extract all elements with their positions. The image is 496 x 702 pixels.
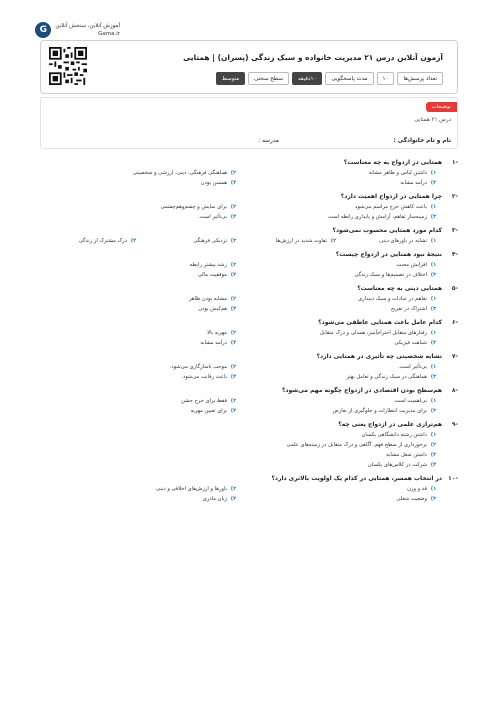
answer-option[interactable] [40,294,240,304]
answer-option[interactable] [240,294,440,304]
question-item [40,352,458,382]
options-group [40,396,458,416]
option-text: قد و وزن [407,486,427,492]
brand-site: Gama.ir [98,31,120,37]
question-header [40,474,458,484]
question-item [40,226,458,246]
option-text: مهریه بالا [207,330,227,336]
option-number: ۲) [230,486,237,492]
answer-option[interactable] [40,212,240,222]
options-group [40,328,458,348]
exam-info-cell: ۱۰ [377,72,395,85]
question-number: -۹ [451,421,458,428]
option-number: ۳) [430,408,437,414]
option-number: ۱) [430,364,437,370]
answer-option[interactable] [240,406,440,416]
option-number: ۲) [230,170,237,176]
options-group [40,484,458,504]
options-group [40,362,458,382]
answer-option[interactable] [40,406,240,416]
option-number: ۱) [430,398,437,404]
option-number: ۲) [230,398,237,404]
question-text: نتیجهٔ نبود همتایی در ازدواج چیست؟ [335,251,442,258]
answer-option[interactable] [40,338,240,348]
answer-option[interactable] [40,450,440,460]
option-text: شباهت فیزیکی [394,340,427,346]
question-header [40,386,458,396]
question-header [40,226,458,236]
option-number: ۲) [430,442,437,448]
question-number: -۵ [451,285,458,292]
answer-option[interactable] [40,178,240,188]
qr-code-icon [49,47,87,85]
option-text: برای تعیین مهریه [190,408,227,414]
answer-option[interactable] [40,430,440,440]
option-number: ۴) [230,374,237,380]
option-text: افزایش محبت [396,262,427,268]
answer-option[interactable] [240,212,440,222]
option-number: ۳) [430,452,437,458]
option-text: باعث کاهش خرج مراسم می‌شود [355,204,427,210]
question-item [40,474,458,504]
option-text: باورها و ارزش‌های اخلاقی و دینی [156,486,227,492]
question-header [40,420,458,430]
option-text: داشتن رشته دانشگاهی یکسان [361,432,427,438]
option-text: داشتن لباس و ظاهر مشابه [368,170,427,176]
option-text: درآمد مشابه [200,340,227,346]
answer-option[interactable] [240,484,440,494]
question-number: -۸ [451,387,458,394]
question-header [40,318,458,328]
option-number: ۳) [430,340,437,346]
intro-text: درس ۲۱ همتایی [414,117,451,123]
answer-option[interactable] [240,168,440,178]
option-text: اشتراک در تفریح [390,306,427,312]
question-text: کدام مورد همتایی محسوب نمی‌شود؟ [332,227,442,234]
option-text: اختلاف در تصمیم‌ها و سبک زندگی [354,272,427,278]
answer-option[interactable] [40,494,240,504]
question-item [40,158,458,188]
option-text: داشتن شغل مشابه [386,452,427,458]
option-text: درآمد مشابه [400,180,427,186]
option-number: ۱) [430,330,437,336]
option-text: باعث رقابت می‌شود. [181,374,227,380]
question-number: -۳ [451,227,458,234]
option-number: ۴) [230,306,237,312]
question-number: -۶ [451,319,458,326]
option-text: شرکت در کلاس‌های یکسان [367,462,427,468]
option-text: همسن بودن [200,180,227,186]
answer-option[interactable] [240,260,440,270]
option-number: ۳) [430,374,437,380]
question-header [40,158,458,168]
question-number: -۱ [451,159,458,166]
answer-option[interactable] [40,396,240,406]
exam-info-cell: مدت پاسخگویی [325,72,373,85]
answer-option[interactable] [340,236,440,246]
option-number: ۳) [430,306,437,312]
option-number: ۴) [230,272,237,278]
question-text: چرا همتایی در ازدواج اهمیت دارد؟ [340,193,442,200]
option-number: ۳) [430,214,437,220]
option-text: موفقیت مالی [197,272,227,278]
answer-option[interactable] [40,270,240,280]
option-number: ۱) [430,204,437,210]
answer-option[interactable] [240,270,440,280]
options-group [40,202,458,222]
question-text: هم‌ترازی علمی در ازدواج یعنی چه؟ [338,421,442,428]
question-item [40,420,458,470]
brand-logo [35,22,120,38]
option-number: ۴) [230,180,237,186]
answer-option[interactable] [240,494,440,504]
option-text: تفاهم در عبادات و سبک دینداری [358,296,427,302]
option-text: مشابه بودن ظاهر [188,296,227,302]
option-text: فقط برای خرج جشن [181,398,227,404]
option-text: بی‌اهمیت است. [393,398,427,404]
option-text: تفاوت شدید در ارزش‌ها [275,238,327,244]
option-number: ۳) [230,238,237,244]
question-header [40,192,458,202]
option-number: ۱) [430,170,437,176]
question-text: کدام عامل باعث همتایی عاطفی می‌شود؟ [318,319,442,326]
option-text: نزدیکی فرهنگی [193,238,227,244]
option-number: ۴) [230,408,237,414]
option-text: هماهنگی در سبک زندگی و تعامل بهتر [346,374,427,380]
option-text: رشد بیشتر رابطه [189,262,227,268]
question-header [40,250,458,260]
exam-info-row [216,72,443,85]
answer-option[interactable] [40,460,440,470]
option-number: ۲) [230,296,237,302]
answer-option[interactable] [40,484,240,494]
option-number: ۲) [230,262,237,268]
options-group [40,168,458,188]
question-text: همتایی در ازدواج به چه معناست؟ [343,159,442,166]
answer-option[interactable] [240,202,440,212]
exam-title: آزمون آنلاین درس ۲۱ مدیریت خانواده و سبک زندگی (پسران) | همتایی [183,53,443,62]
answer-option[interactable] [140,236,240,246]
option-number: ۴) [230,340,237,346]
option-number: ۳) [430,272,437,278]
option-number: ۲) [330,238,337,244]
option-text: تشابه در باورهای دینی [379,238,427,244]
option-text: هماهنگی فرهنگی، دینی، ارزشی و شخصیتی [132,170,227,176]
answer-option[interactable] [40,168,240,178]
options-group [40,236,458,246]
answer-option[interactable] [240,362,440,372]
option-text: برای نمایش و چشم‌وهم‌چشمی [160,204,227,210]
answer-option[interactable] [240,338,440,348]
question-number: -۴ [451,251,458,258]
intro-section [40,97,458,149]
option-text: وضعیت شغلی [396,496,427,502]
option-text: بی‌تأثیر است. [398,364,427,370]
option-number: ۱) [430,238,437,244]
option-number: ۱) [430,486,437,492]
answer-option[interactable] [40,304,240,314]
answer-option[interactable] [240,328,440,338]
brand-tagline: آموزش آنلاین، سنجش آنلاین [55,23,120,29]
answer-option[interactable] [40,362,240,372]
option-number: ۱) [430,296,437,302]
exam-info-cell: متوسط [216,72,245,85]
option-number: ۴) [230,496,237,502]
question-item [40,284,458,314]
answer-option[interactable] [240,178,440,188]
exam-header [40,40,458,94]
options-group [40,294,458,314]
answer-option[interactable] [240,372,440,382]
answer-option[interactable] [40,202,240,212]
description-badge: توضیحات [426,102,457,112]
answer-option[interactable] [240,396,440,406]
option-text: موجب ناسازگاری می‌شود. [169,364,227,370]
option-text: رفتارهای متقابل احترام‌آمیز، همدلی و درک متقابل [319,330,427,336]
question-number: -۲ [451,193,458,200]
question-header [40,284,458,294]
option-number: ۱) [430,262,437,268]
option-number: ۴) [430,462,437,468]
question-text: همتایی دینی به چه معناست؟ [357,285,442,292]
option-number: ۴) [230,214,237,220]
question-item [40,318,458,348]
student-name-label: نام و نام خانوادگی : [393,138,451,144]
option-number: ۲) [230,204,237,210]
answer-option[interactable] [40,440,440,450]
question-header [40,352,458,362]
question-item [40,386,458,416]
exam-info-cell: ۱۰دقیقه [292,72,322,85]
question-item [40,250,458,280]
option-number: ۳) [430,180,437,186]
exam-info-cell: سطح سختی [248,72,289,85]
answer-option[interactable] [240,304,440,314]
gama-logo-icon: G [35,22,51,38]
question-number: -۷ [451,353,458,360]
option-text: بی‌تأثیر است. [198,214,227,220]
answer-option[interactable] [40,328,240,338]
question-text: هم‌سطح بودن اقتصادی در ازدواج چگونه مهم می‌شود؟ [281,387,442,394]
option-number: ۴) [130,238,137,244]
exam-info-cell: تعداد پرسش‌ها [397,72,443,85]
question-text: تشابه شخصیتی چه تأثیری در همتایی دارد؟ [316,353,442,360]
school-label: مدرسه : [258,138,279,144]
question-text: در انتخاب همسر، همتایی در کدام یک اولویت بالاتری دارد؟ [271,475,442,482]
question-list [40,158,458,508]
answer-option[interactable] [240,236,340,246]
option-number: ۳) [430,496,437,502]
question-number: -۱۰ [448,475,458,482]
answer-option[interactable] [40,372,240,382]
option-text: زمینه‌ساز تفاهم، آرامش و پایداری رابطه است [328,214,427,220]
answer-option[interactable] [40,260,240,270]
option-text: برای مدیریت انتظارات و جلوگیری از تعارض [332,408,427,414]
option-text: برخورداری از سطح فهم، آگاهی و درک متقابل در زمینه‌های علمی [286,442,427,448]
options-group [40,260,458,280]
option-number: ۲) [230,364,237,370]
option-number: ۲) [230,330,237,336]
option-text: زبان مادری [202,496,227,502]
option-text: هم‌کیش بودن [198,306,227,312]
options-group [40,430,458,470]
answer-option[interactable] [40,236,140,246]
option-number: ۱) [430,432,437,438]
question-item [40,192,458,222]
option-text: درک مشترک از زندگی [78,238,127,244]
